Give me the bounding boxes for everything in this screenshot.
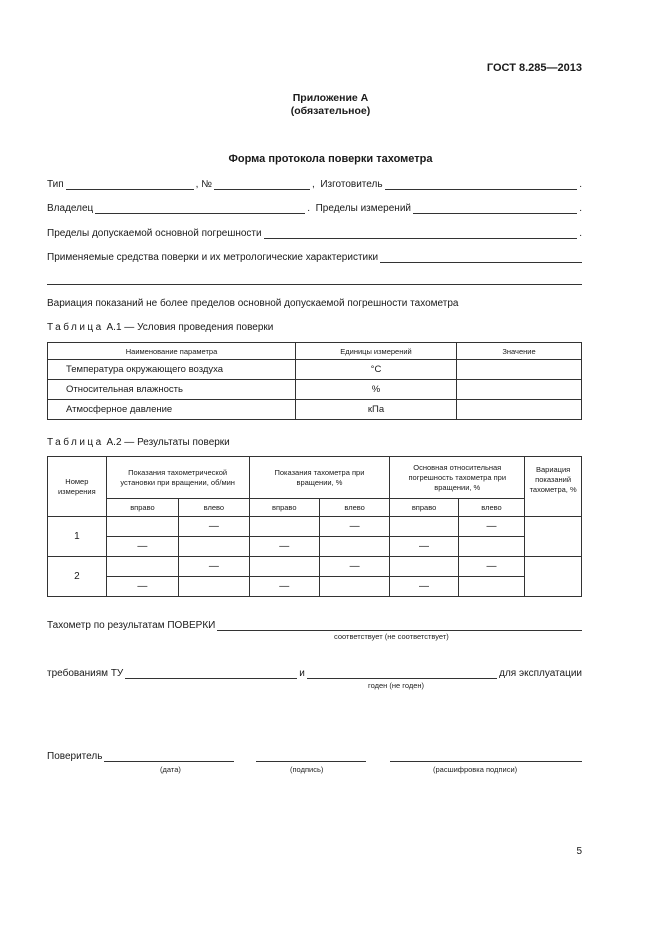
result-line <box>47 617 582 631</box>
t2-cell[interactable] <box>249 557 319 577</box>
t2-dash-cell: — <box>319 557 389 577</box>
number-label: № <box>201 179 212 190</box>
t1-param: Атмосферное давление <box>48 400 296 420</box>
results-table <box>47 456 582 597</box>
date-field[interactable] <box>104 750 234 762</box>
variation-text: Вариация показаний не более пределов основной допускаемой погрешности тахометра <box>47 298 459 309</box>
table-row <box>48 380 582 400</box>
t1-param: Относительная влажность <box>48 380 296 400</box>
t2-sub-left: влево <box>458 499 524 517</box>
manufacturer-label: Изготовитель <box>320 179 383 190</box>
t2-dash-cell: — <box>106 537 178 557</box>
owner-label: Владелец <box>47 203 94 214</box>
t2-cell[interactable] <box>106 557 178 577</box>
table1-caption <box>47 322 273 333</box>
t1-header-unit: Единицы измерений <box>296 343 457 360</box>
t2-dash-cell: — <box>106 577 178 597</box>
t2-header-tach: Показания тахометра при вращении, % <box>249 457 390 499</box>
fit-hint: годен (не годен) <box>368 681 425 690</box>
error-field[interactable] <box>264 227 578 239</box>
owner-line: Владелец . Пределы измерений . <box>47 203 582 214</box>
t2-variation-cell[interactable] <box>525 517 582 557</box>
type-label: Тип <box>47 179 64 190</box>
t2-sub-left: влево <box>319 499 389 517</box>
tu-field[interactable] <box>125 667 297 679</box>
t2-sub-right: вправо <box>106 499 178 517</box>
tach-result-label: Тахометр по результатам ПОВЕРКИ <box>47 620 216 631</box>
t2-dash-cell: — <box>390 537 458 557</box>
t1-unit: °С <box>296 360 457 380</box>
table-row <box>48 517 582 537</box>
conditions-table <box>47 342 582 420</box>
type-field[interactable] <box>66 178 194 190</box>
table-row <box>48 557 582 577</box>
t2-row-number: 1 <box>48 517 107 557</box>
t2-cell[interactable] <box>319 537 389 557</box>
t1-unit: кПа <box>296 400 457 420</box>
error-label: Пределы допускаемой основной погрешности <box>47 228 262 239</box>
usage-label: для эксплуатации <box>499 668 582 679</box>
t2-header-error: Основная относительная погрешность тахометра при вращении, % <box>390 457 525 499</box>
t2-dash-cell: — <box>179 557 249 577</box>
means-line <box>47 249 582 263</box>
page-number: 5 <box>576 846 582 857</box>
t2-dash-cell: — <box>458 557 524 577</box>
t2-sub-right: вправо <box>390 499 458 517</box>
error-line: Пределы допускаемой основной погрешности . <box>47 228 582 239</box>
verifier-label: Поверитель <box>47 751 103 762</box>
t2-cell[interactable] <box>319 577 389 597</box>
owner-field[interactable] <box>95 202 305 214</box>
t2-cell[interactable] <box>458 577 524 597</box>
decode-field[interactable] <box>390 750 582 762</box>
t1-header-param: Наименование параметра <box>48 343 296 360</box>
fitness-field[interactable] <box>307 667 497 679</box>
type-line: Тип , № , Изготовитель . <box>47 179 582 190</box>
t1-value-cell[interactable] <box>457 360 582 380</box>
manufacturer-field[interactable] <box>385 178 578 190</box>
t2-header-number: Номер измерения <box>48 457 107 517</box>
appendix-status: (обязательное) <box>290 105 371 117</box>
table2-caption-text: А.2 — Результаты поверки <box>106 437 230 448</box>
and-label: и <box>299 668 305 679</box>
t2-sub-left: влево <box>179 499 249 517</box>
appendix-title: Приложение А <box>292 92 369 104</box>
standard-number: ГОСТ 8.285—2013 <box>486 62 582 74</box>
table2-caption-prefix: Таблица <box>47 437 104 448</box>
number-field[interactable] <box>214 178 310 190</box>
table-row <box>48 537 582 557</box>
range-field[interactable] <box>413 202 577 214</box>
t2-dash-cell: — <box>319 517 389 537</box>
t1-header-value: Значение <box>457 343 582 360</box>
t2-dash-cell: — <box>179 517 249 537</box>
t2-variation-cell[interactable] <box>525 557 582 597</box>
t2-cell[interactable] <box>179 537 249 557</box>
decode-hint: (расшифровка подписи) <box>433 765 518 774</box>
t2-header-variation: Вариация показаний тахометра, % <box>525 457 582 517</box>
signature-line <box>47 748 582 762</box>
t1-value-cell[interactable] <box>457 380 582 400</box>
t2-row-number: 2 <box>48 557 107 597</box>
means-field[interactable] <box>380 251 582 263</box>
means-field-extra-line[interactable] <box>47 284 582 285</box>
t2-cell[interactable] <box>106 517 178 537</box>
t1-param: Температура окружающего воздуха <box>48 360 296 380</box>
req-label: требованиям ТУ <box>47 668 124 679</box>
form-title: Форма протокола поверки тахометра <box>228 153 433 165</box>
means-label: Применяемые средства поверки и их метрологические характеристики <box>47 252 379 263</box>
table1-caption-prefix: Таблица <box>47 322 104 333</box>
complies-hint: соответствует (не соответствует) <box>334 632 449 641</box>
result-field[interactable] <box>217 619 582 631</box>
t2-sub-right: вправо <box>249 499 319 517</box>
t1-unit: % <box>296 380 457 400</box>
requirements-line <box>47 665 582 679</box>
table-row <box>48 400 582 420</box>
t2-dash-cell: — <box>249 577 319 597</box>
sign-field[interactable] <box>256 750 366 762</box>
t1-value-cell[interactable] <box>457 400 582 420</box>
t2-dash-cell: — <box>249 537 319 557</box>
t2-cell[interactable] <box>179 577 249 597</box>
table2-caption <box>47 437 230 448</box>
range-label: Пределы измерений <box>315 203 411 214</box>
t2-cell[interactable] <box>249 517 319 537</box>
t2-dash-cell: — <box>390 577 458 597</box>
date-hint: (дата) <box>160 765 181 774</box>
t2-header-setup: Показания тахометрической установки при вращении, об/мин <box>106 457 249 499</box>
sign-hint: (подпись) <box>290 765 324 774</box>
table1-caption-text: А.1 — Условия проведения поверки <box>106 322 274 333</box>
t2-cell[interactable] <box>390 517 458 537</box>
t2-cell[interactable] <box>390 557 458 577</box>
table-row <box>48 577 582 597</box>
t2-dash-cell: — <box>458 517 524 537</box>
t2-cell[interactable] <box>458 537 524 557</box>
appendix-heading <box>0 92 661 118</box>
table-row <box>48 360 582 380</box>
